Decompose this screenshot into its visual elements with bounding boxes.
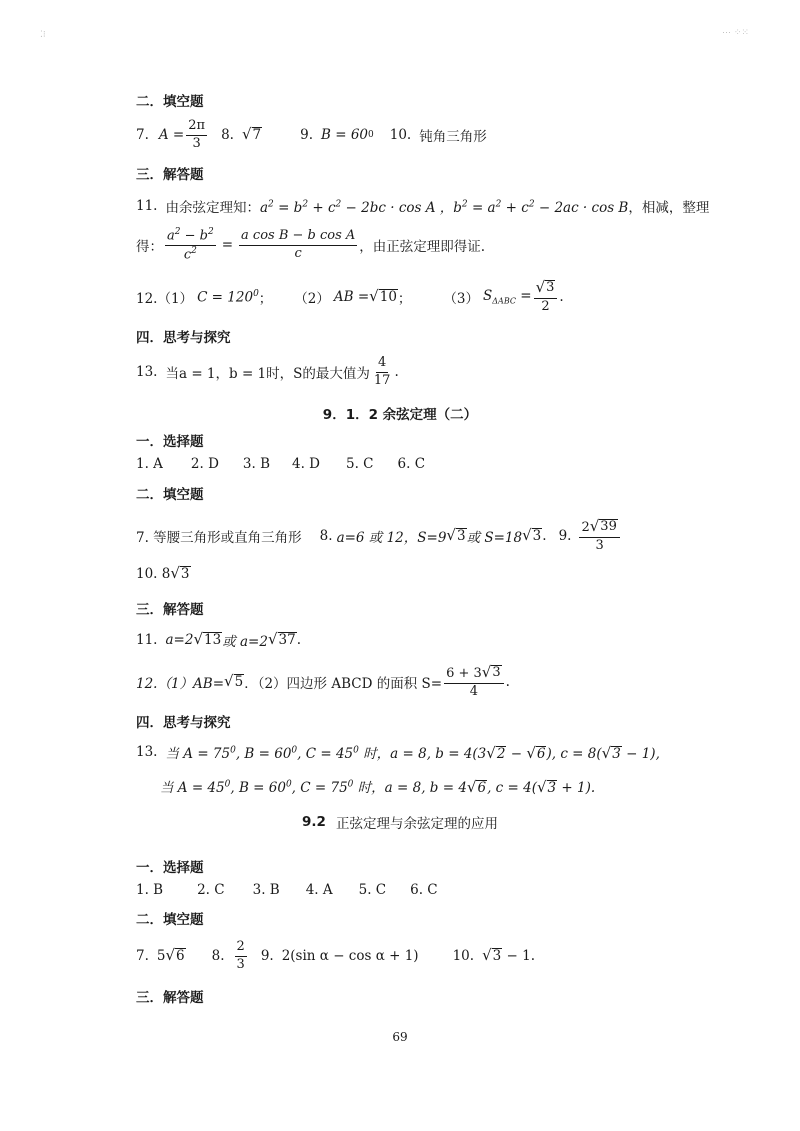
scan-speck-left: ⁚⁝ [40,30,46,40]
math-expression: √ 3 − 1. [482,945,535,964]
math-expression: A = [158,127,185,143]
section-title: 9．1．2 余弦定理（二） [322,407,478,423]
answer-text: 12.（1）AB= [136,676,225,692]
part-label: （3） [443,291,480,307]
question-number: 10. [389,127,412,143]
question-number: 11. [136,632,158,648]
sqrt-expression: √ 3 [446,525,466,544]
fraction: 6 + 3 √ 3 4 [444,665,504,699]
choice-answer: 1. A [136,456,163,472]
answer-text: 10. 8 [136,566,171,583]
section-heading: 二．填空题 [136,912,204,928]
fraction: $\frac{a^2 - b^2}{c^2}$ [167,226,214,262]
math-expression: B = 60 [321,127,369,143]
section-heading: 四．思考与探究 [136,715,231,731]
answer-line: 得： $\frac{a^2 - b^2}{c^2}$ = $\frac{\text{a cos B − b cos A}}{c}$ ，由正弦定理即得证. [136,226,486,262]
question-number: 8. [319,528,333,544]
answer-line [160,776,595,797]
question-number: 9. [558,528,572,544]
choice-answer: 6. C [397,456,426,472]
sqrt-expression: √ 10 [369,286,397,305]
math-expression: 当 $A = 75^0$, $B = 60^0$, $C = 45^0$ 时，a = 8, b = 4(3 √ 2 − √ 6 ), c = 8( √ 3 − 1), [165,744,660,762]
sqrt-expression: √ 7 [241,124,262,143]
answer-line: 11. a=2 √ 13 或 a=2 √ 37 . [136,629,301,650]
choice-answer: 5. C [346,456,374,472]
question-number: 13. [136,364,158,380]
answer-text: 2(sin α − cos α + 1) [281,948,419,964]
choice-answer: 6. C [410,882,438,898]
math-expression: AB = [333,289,370,305]
answer-text: 由余弦定理知： [165,200,260,216]
section-heading: 二．填空题 [136,487,204,503]
sqrt-expression: √ 3 [522,525,542,544]
sqrt-expression: √ 37 [267,629,296,648]
question-number: 9. [260,948,274,964]
choice-answer: 4. D [292,456,321,472]
section-number: 9.2 [302,814,326,830]
sqrt-expression: √ 13 [193,629,222,648]
choice-answers [136,882,438,898]
answer-text: ．（2）四边形 ABCD 的面积 S= [244,676,443,692]
answer-text: ，由正弦定理即得证. [359,239,486,255]
question-number: 10. [452,948,475,964]
answer-line: 13. 当a = 1，b = 1时，S的最大值为 $\frac{4}{17}$ . [136,355,399,388]
section-heading: 一．选择题 [136,860,204,876]
fraction: $\frac{4}{17}$ [373,355,391,388]
fraction: $\frac{\text{a cos B − b cos A}}{c}$ [241,228,356,261]
math-expression: $a^2 = b^2 + c^2 - 2bc \cdot \cos A$ ，$b^2 = a^2 + c^2 - 2ac \cdot \cos B$ [259,199,629,216]
question-number: 11. [136,198,158,214]
sqrt-expression: √ 3 [170,564,190,582]
page-number: 69 [392,1030,408,1044]
fraction: $\frac{2\pi}{3}$ [188,118,206,151]
answer-text: 7. 等腰三角形或直角三角形 [136,530,302,546]
math-expression: 5 √ 6 [156,945,185,964]
question-number: 13. [136,744,158,761]
choice-answer: 3. B [242,456,271,472]
choice-answer: 3. B [252,882,280,898]
section-title [0,812,800,832]
answer-text: a=2 [165,632,194,648]
section-heading: 三．解答题 [136,602,204,618]
answer-line [136,566,191,583]
section-heading: 三．解答题 [136,167,204,183]
math-expression: $S_{\Delta ABC}$ = [483,288,532,306]
math-expression: $C = 120^0$ [197,288,259,306]
fraction: 2 √ 39 3 [579,519,619,553]
fraction: √ 3 2 [534,280,558,314]
section-heading: 一．选择题 [136,434,204,450]
answer-line: 12.（1） $C = 120^0$ ； （2） AB = √ 10 ； （3） $S_{\Delta ABC}$ = √ 3 2 . [136,278,564,314]
answer-line [136,936,535,976]
choice-answer: 1. B [136,882,164,898]
section-heading: 二．填空题 [136,94,204,110]
sqrt-expression: √ 5 [224,671,244,690]
fraction: $\frac{2}{3}$ [236,939,245,972]
question-number: 9. [300,127,314,143]
choice-answer: 4. A [305,882,333,898]
scan-speck-right: ⋯ ⁘⁙ [722,28,749,38]
choice-answer: 5. C [358,882,387,898]
answer-line [136,742,660,763]
math-expression: 当 $A = 45^0$, $B = 60^0$, $C = 75^0$ 时，a = 8, b = 4 √ 6 , c = 4( √ 3 + 1). [160,778,596,796]
answer-text: 钝角三角形 [419,129,487,145]
choice-answers [136,456,425,472]
part-label: （2） [294,291,330,307]
choice-answer: 2. C [197,882,225,898]
question-number: 8. [211,948,225,964]
question-number: 8. [221,127,234,143]
answer-text: 或 S=18 [466,530,523,546]
answer-text: 当a = 1，b = 1时，S的最大值为 [165,366,370,382]
answer-text: 得： [136,239,163,255]
question-number: 12.（1） [136,291,194,307]
answer-line: 12.（1）AB= √ 5 ．（2）四边形 ABCD 的面积 S= 6 + 3 √ 3 4 . [136,663,510,699]
section-heading: 三．解答题 [136,990,204,1006]
answer-line [136,196,709,216]
section-title-text: 正弦定理与余弦定理的应用 [335,816,498,832]
answer-line: 7. A = $\frac{2\pi}{3}$ 8. √ 7 9. B = 60 0 10. 钝角三角形 [136,118,487,151]
answer-line: 7. 等腰三角形或直角三角形 8. a=6 或 12，S=9 √ 3 或 S=18 √ 3 . 9. 2 √ 39 3 [136,516,622,556]
answer-text: 或 a=2 [222,634,268,650]
question-number: 7. [136,948,149,964]
section-heading: 四．思考与探究 [136,330,231,346]
choice-answer: 2. D [190,456,219,472]
question-number: 7. [136,127,149,143]
answer-text: ，相减，整理 [628,200,710,216]
answer-text: a=6 或 12，S=9 [336,530,447,546]
